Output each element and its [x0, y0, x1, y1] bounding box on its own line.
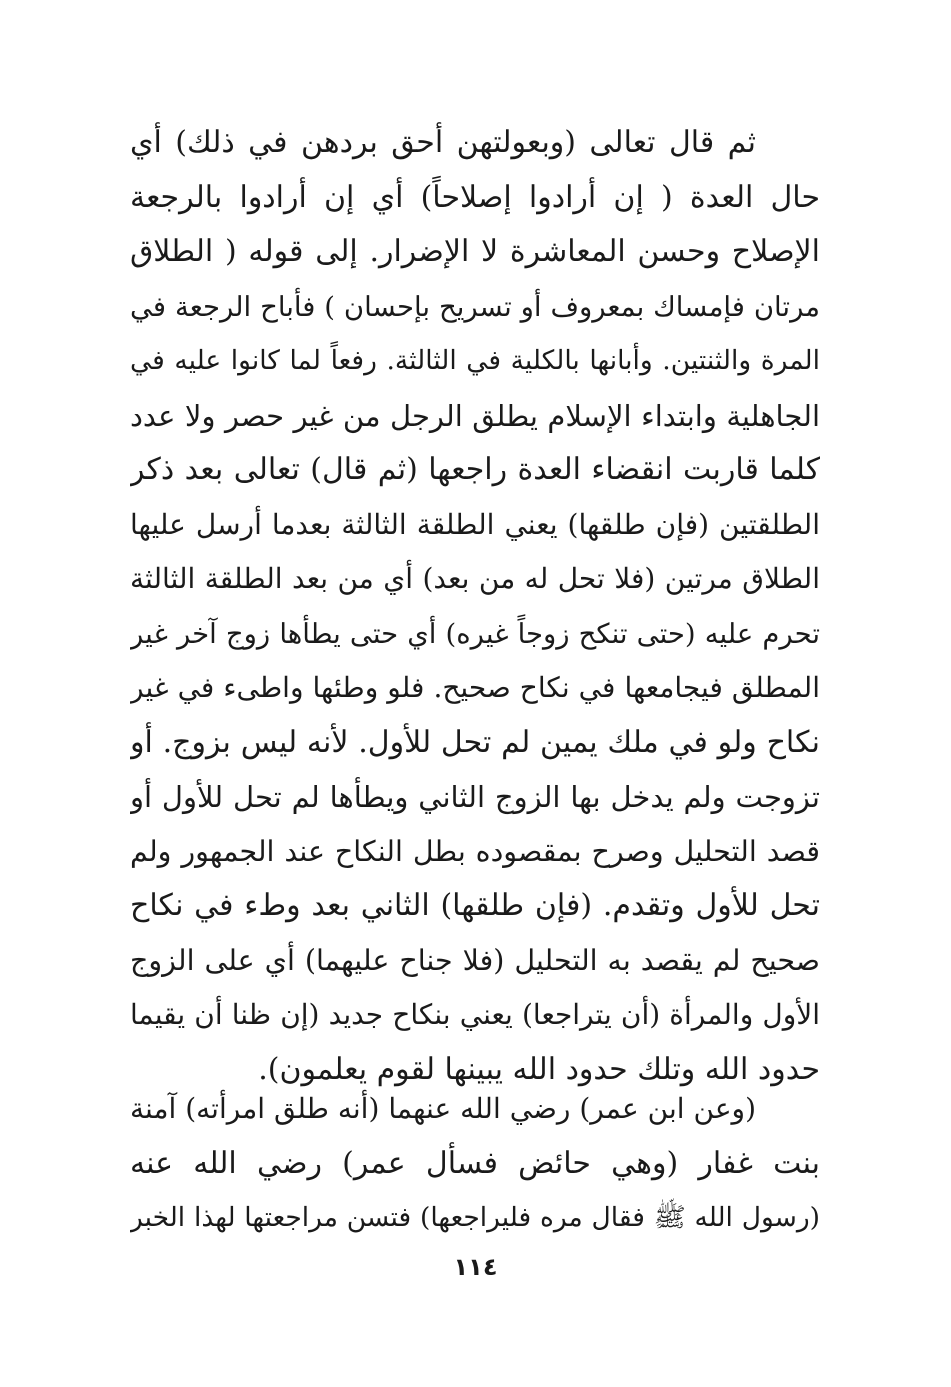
text-line: صحيح لم يقصد به التحليل (فلا جناح عليهما) أي على الزوج [130, 943, 820, 977]
text-line: الأول والمرأة (أن يتراجعا) يعني بنكاح جديد (إن ظنا أن يقيما [130, 998, 820, 1031]
text-line: ثم قال تعالى (وبعولتهن أحق بردهن في ذلك) أي [130, 125, 756, 160]
text-line: المطلق فيجامعها في نكاح صحيح. فلو وطئها واطىء في غير [130, 671, 820, 704]
paragraph-hadith [130, 1082, 820, 1246]
text-line: نكاح ولو في ملك يمين لم تحل للأول. لأنه ليس بزوج. أو [130, 724, 820, 760]
text-line: تحل للأول وتقدم. (فإن طلقها) الثاني بعد وطء في نكاح [130, 888, 820, 923]
text-line: المرة والثنتين. وأبانها بالكلية في الثالثة. رفعاً لما كانوا عليه في [130, 345, 820, 376]
text-line: حدود الله وتلك حدود الله يبينها لقوم يعلمون). [258, 1051, 820, 1087]
text-line: مرتان فإمساك بمعروف أو تسريح بإحسان ) فأباح الرجعة في [130, 290, 820, 323]
text-line: الطلاق مرتين (فلا تحل له من بعد) أي من بعد الطلقة الثالثة [130, 562, 820, 595]
text-line: الطلقتين (فإن طلقها) يعني الطلقة الثالثة بعدما أرسل عليها [130, 507, 820, 541]
text-line: (وعن ابن عمر) رضي الله عنهما (أنه طلق امرأته) آمنة [130, 1092, 756, 1125]
paragraph-commentary [130, 116, 820, 1097]
text-line: (رسول الله ﷺ فقال مره فليراجعها) فتسن مراجعتها لهذا الخبر [130, 1202, 820, 1233]
text-line: الجاهلية وابتداء الإسلام يطلق الرجل من غير حصر ولا عدد [130, 398, 820, 433]
page-number: ١١٤ [453, 1253, 498, 1281]
text-line: الإصلاح وحسن المعاشرة لا الإضرار. إلى قوله ( الطلاق [130, 234, 820, 269]
text-line: حال العدة ( إن أرادوا إصلاحاً) أي إن أرادوا بالرجعة [130, 179, 820, 215]
text-line: بنت غفار (وهي حائض فسأل عمر) رضي الله عنه [130, 1145, 820, 1181]
text-line: قصد التحليل وصرح بمقصوده بطل النكاح عند الجمهور ولم [130, 834, 820, 868]
text-line: تحرم عليه (حتى تنكح زوجاً غيره) أي حتى يطأها زوج آخر غير [130, 617, 820, 650]
text-line: كلما قاربت انقضاء العدة راجعها (ثم قال) تعالى بعد ذكر [130, 452, 820, 487]
text-line: تزوجت ولم يدخل بها الزوج الثاني ويطأها لم تحل للأول أو [130, 780, 820, 814]
